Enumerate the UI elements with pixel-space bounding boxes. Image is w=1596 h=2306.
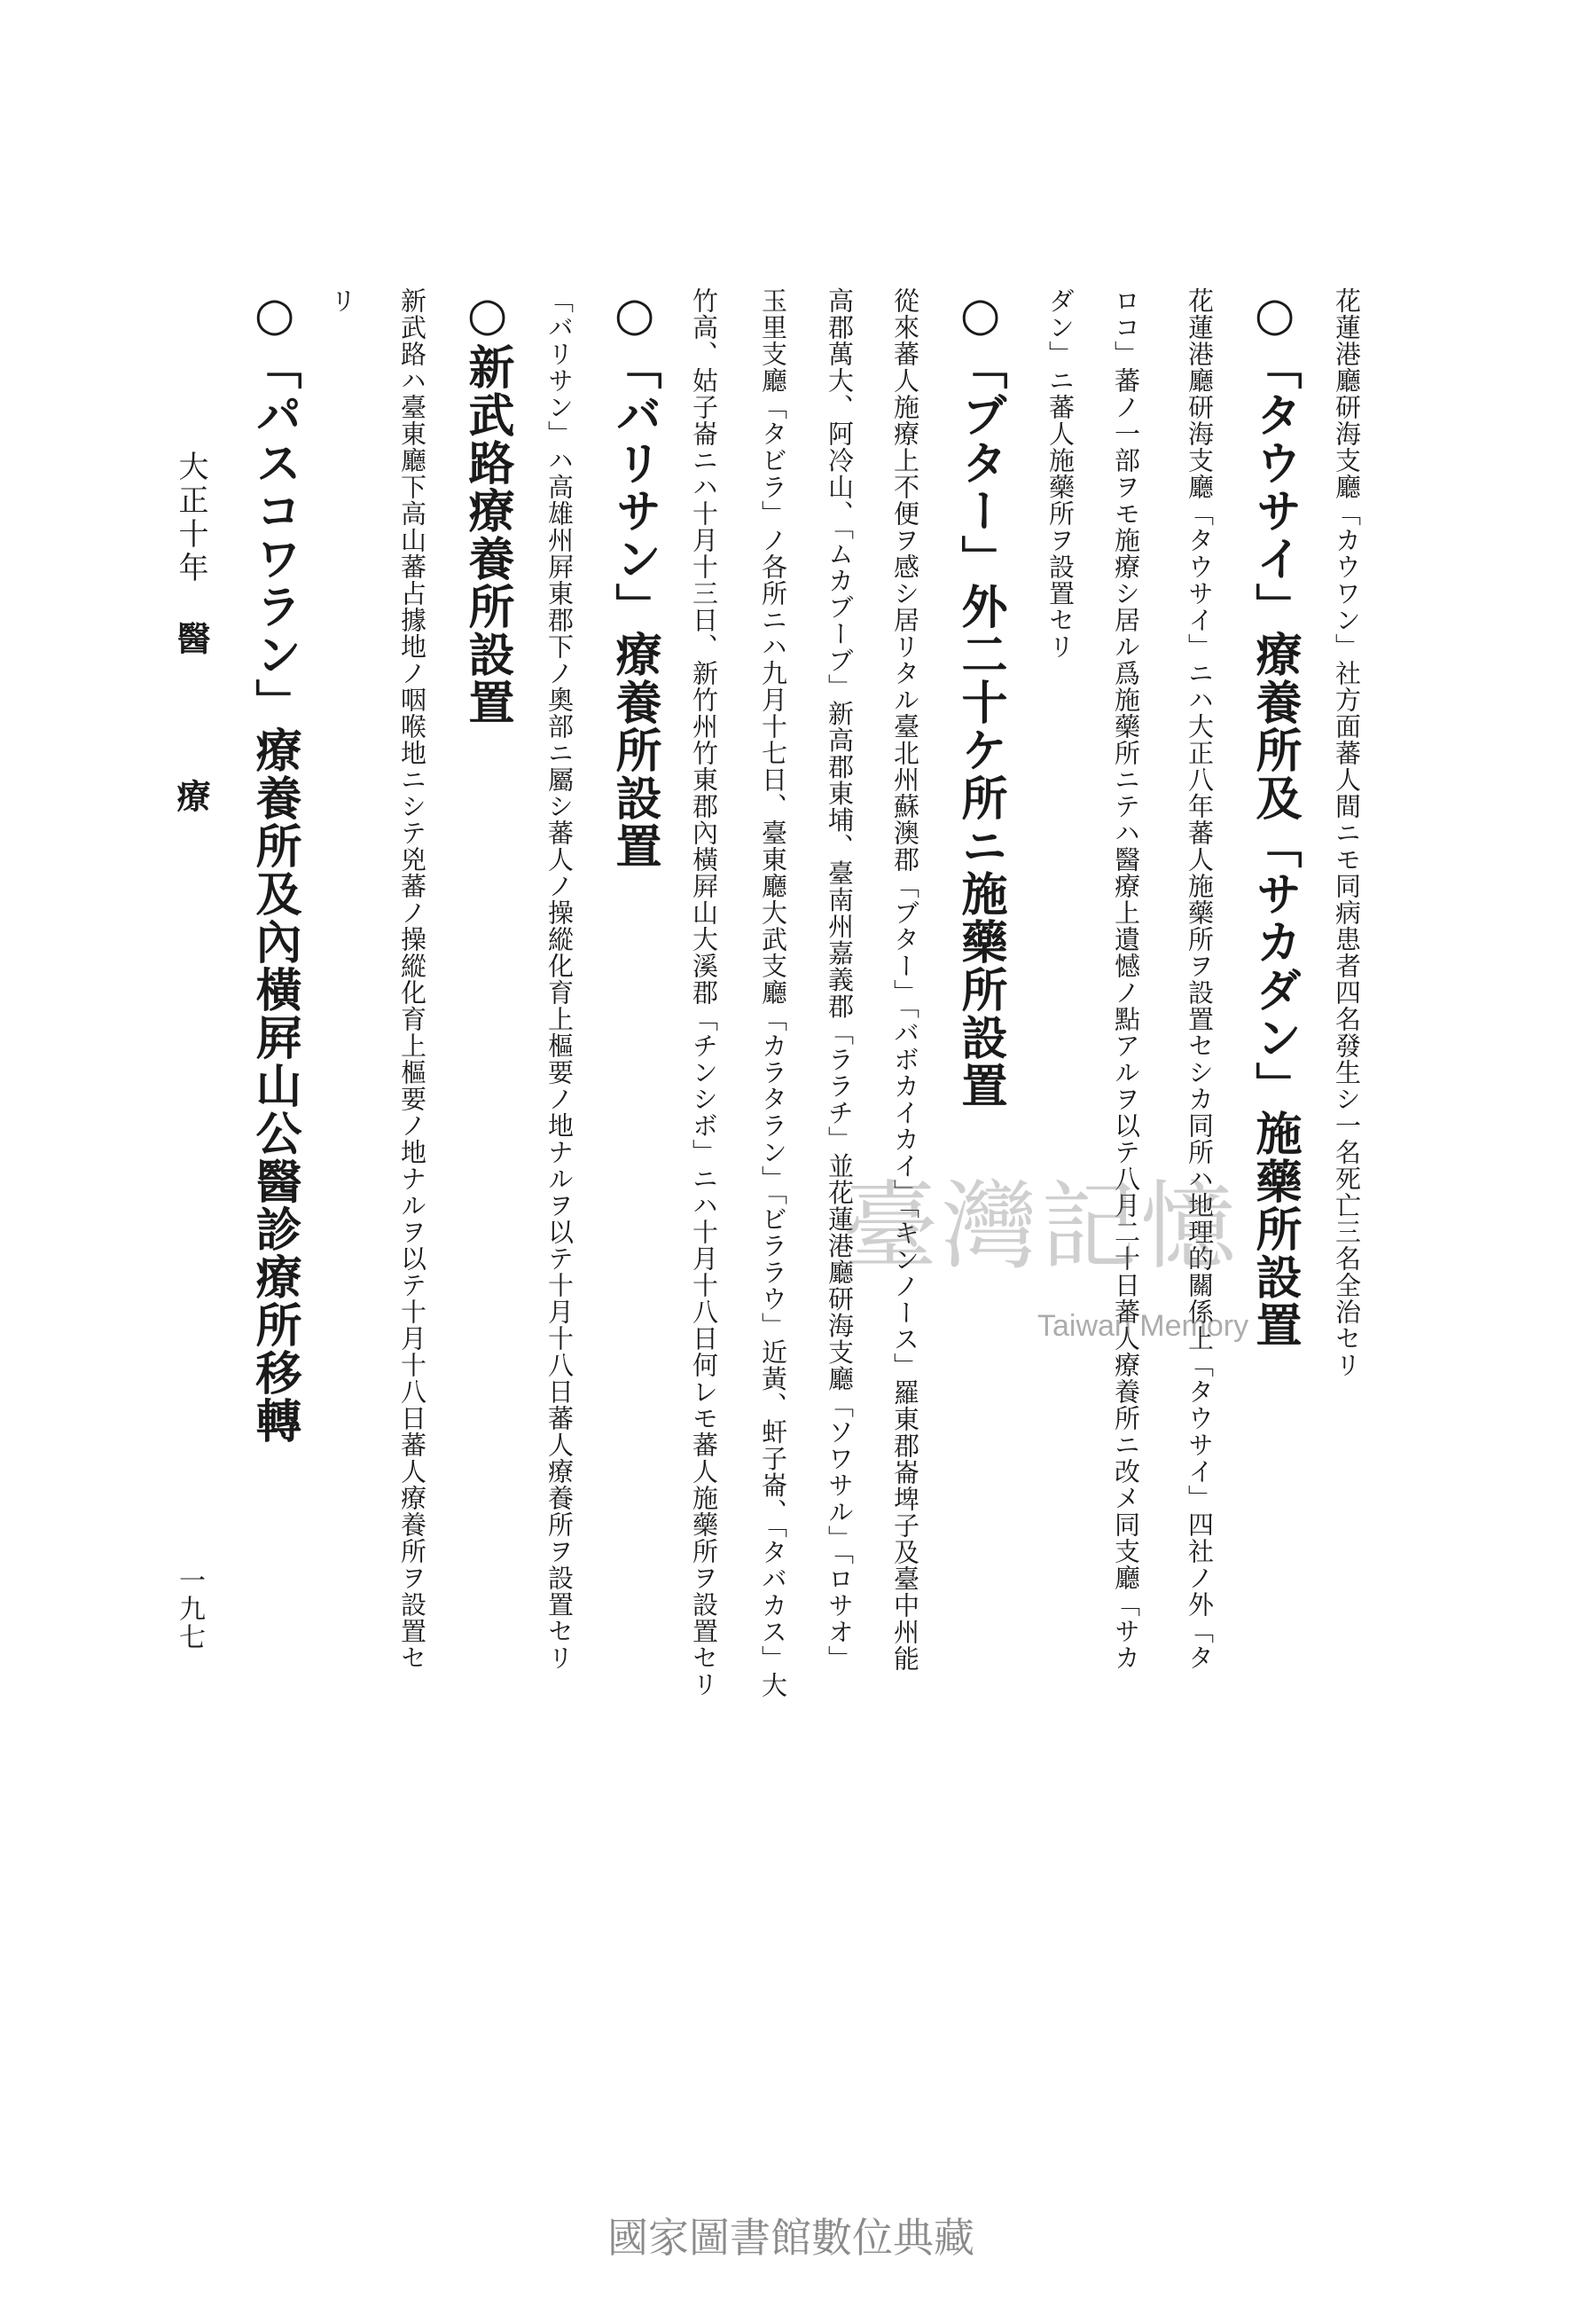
section-heading-tausai: ○「タウサイ」療養所及「サカダン」施藥所設置 <box>1248 287 1302 1349</box>
body-line: 花蓮港廳研海支廳「タウサイ」ニハ大正八年蕃人施藥所ヲ設置セシカ同所ハ地理的關係上「タウサイ」四社ノ外「タ <box>1185 287 1215 1671</box>
body-line: 高郡萬大、阿冷山、「ムカブーブ」新高郡東埔、臺南州嘉義郡「ララチ」並花蓮港廳研海支廳「ソワサル」「ロサオ」 <box>825 287 855 1672</box>
running-head-section-a: 醫 <box>171 621 211 655</box>
running-head-year: 大正十年 <box>173 451 208 585</box>
body-line: ダン」ニ蕃人施藥所ヲ設置セリ <box>1045 287 1076 660</box>
section-heading-buta: ○「ブター」外二十ケ所ニ施藥所設置 <box>953 287 1007 1110</box>
body-line: 竹高、姑子崙ニハ十月十三日、新竹州竹東郡內橫屛山大溪郡「チンシボ」ニハ十月十八日何レモ蕃人施藥所ヲ設置セリ <box>689 287 719 1698</box>
body-line: 新武路ハ臺東廳下高山蕃占據地ノ咽喉地ニシテ兇蕃ノ操縱化育上樞要ノ地ナルヲ以テ十月十八日蕃人療養所ヲ設置セ <box>397 287 427 1671</box>
body-line: 玉里支廳「タビラ」ノ各所ニハ九月十七日、臺東廳大武支廳「カラタラン」「ビララウ」近黃、虷子崙、「タバカス」大 <box>758 287 788 1698</box>
running-head-section-b: 療 <box>171 779 211 812</box>
body-line: 「バリサン」ハ高雄州屛東郡下ノ奧部ニ屬シ蕃人ノ操縱化育上樞要ノ地ナルヲ以テ十月十八日蕃人療養所ヲ設置セリ <box>544 287 575 1671</box>
continued-text-line: 花蓮港廳研海支廳「カウワン」社方面蕃人間ニモ同病患者四名發生シ一名死亡三名全治セリ <box>1332 287 1362 1378</box>
watermark-logo-text: 臺灣記憶 <box>842 1172 1240 1282</box>
body-line: 從來蕃人施療上不便ヲ感シ居リタル臺北州蘇澳郡「ブター」「バボカイカイ」「キンノース」羅東郡崙埤子及臺中州能 <box>890 287 920 1672</box>
section-heading-pasukowaran: ○「パスコワラン」療養所及內橫屛山公醫診療所移轉 <box>247 287 301 1445</box>
body-line: ロコ」蕃ノ一部ヲモ施療シ居ル爲施藥所ニテハ醫療上遺憾ノ點アルヲ以テ八月二十日蕃人療養所ニ改メ同支廳「サカ <box>1111 287 1141 1671</box>
body-line: リ <box>327 287 357 314</box>
section-heading-barisan: ○「バリサン」療養所設置 <box>607 287 661 870</box>
watermark-logo-subtext: Taiwan Memory <box>1037 1309 1249 1343</box>
page-number: 一九七 <box>174 1566 205 1651</box>
footer-archive-label: 國家圖書館數位典藏 <box>607 2214 974 2262</box>
section-heading-shinburo: ○新武路療養所設置 <box>460 287 514 726</box>
